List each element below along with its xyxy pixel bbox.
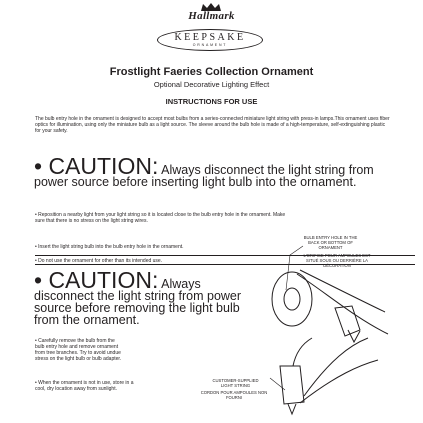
light-string-wire [297, 274, 388, 334]
customer-supplied-label-en: CUSTOMER-SUPPLIED LIGHT STRING [212, 378, 259, 388]
instructions-heading: INSTRUCTIONS FOR USE [165, 97, 258, 106]
bulb-body [335, 306, 360, 336]
page-title: Frostlight Faeries Collection Ornament [109, 66, 314, 78]
list-item: • Insert the light string bulb into the bulb entry hole in the ornament. [35, 244, 184, 250]
leader-line [286, 246, 303, 290]
caution-text-1: Always disconnect the light string from power source before inserting light bulb into the ornament. [34, 163, 374, 189]
list-item: • Carefully remove the bulb from the bulb entry hole and remove ornament from tree branches. Try to avoid undue stress on the light bulb or bulb adapter. [35, 338, 122, 362]
page-subtitle: Optional Decorative Lighting Effect [153, 80, 270, 89]
caution-word-1: • CAUTION: [34, 153, 159, 179]
bulb-entry-label-en: BULB ENTRY HOLE IN THE BACK OR BOTTOM OF ORNAMENT [303, 235, 358, 250]
bulb-entry-hole-inner [284, 288, 300, 310]
bulb-tip [288, 404, 296, 414]
caution-text-2: Always disconnect the light string from power source before removing the light bulb from the ornament. [34, 277, 242, 327]
intro-paragraph: The bulb entry hole in the ornament is designed to accept most bulbs from a series-connected miniature light string with press-in lamps.This ornament uses fiber optics for illumination, using only the miniature bulb as a light source. The sleeve around the bulb hole is made of a high-temperature, self-extinguishing plastic for your safety. [35, 116, 390, 135]
bulb-body [280, 366, 304, 404]
light-string-wire [300, 360, 378, 403]
customer-supplied-label-fr: CORDON POUR AMPOULES NON FOURNI [200, 390, 268, 400]
ornament-wordmark: ORNAMENT [192, 43, 228, 47]
list-item: • Reposition a nearby light from your light string so it is located close to the bulb entry hole in the ornament. Make sure that there is no stress on the light string wires. [35, 212, 286, 224]
bulb-tip [348, 330, 360, 342]
keepsake-wordmark: KEEPSAKE [174, 32, 246, 43]
bulb-entry-label-fr: L'ORIFICE POUR AMPOULES EST SITUÉ SOUS OU DERRIÈRE LA DÉCORATION [303, 253, 371, 268]
hallmark-logo: Hallmark [188, 10, 235, 22]
light-string-wire [293, 338, 312, 366]
list-item: • When the ornament is not in use, store in a cool, dry location away from sunlight. [35, 380, 134, 392]
caution-word-2: • CAUTION: [34, 267, 159, 293]
leader-line [270, 378, 285, 390]
warning-text: • Do not use the ornament for other than its intended use. [35, 258, 163, 264]
